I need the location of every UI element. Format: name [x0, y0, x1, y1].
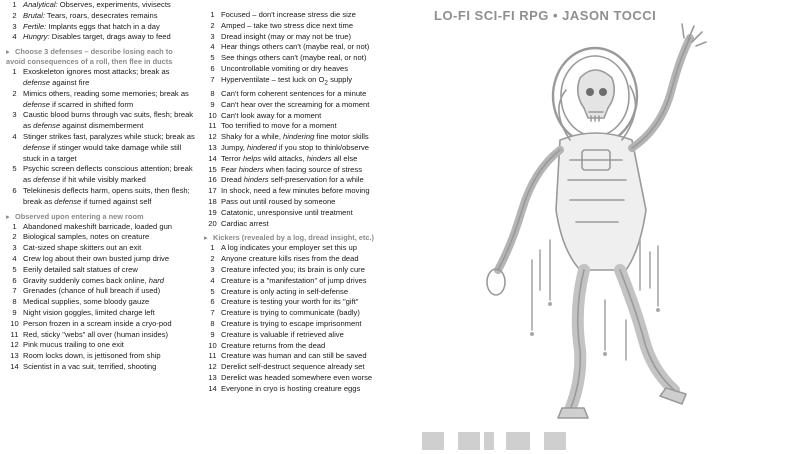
roll-number: 3 — [210, 265, 215, 275]
roll-number: 13 — [10, 351, 19, 361]
table-row — [204, 219, 394, 230]
roll-result: Everyone in cryo is hosting creature eggs — [221, 383, 361, 393]
table-row — [6, 340, 198, 351]
roll-result: Pass out until roused by someone — [221, 197, 336, 207]
table-row — [204, 143, 394, 154]
roll-result: Derelict was headed somewhere even worse — [221, 373, 373, 383]
roll-result: Creature is a "manifestation" of jump drives — [221, 275, 367, 285]
roll-result: Gravity suddenly comes back online, hard — [23, 275, 164, 285]
table-row — [6, 232, 198, 243]
table-row — [204, 100, 394, 111]
roll-result: Creature is testing your worth for its "gift" — [221, 297, 359, 307]
roll-result: Catatonic, unresponsive until treatment — [221, 207, 353, 217]
section-heading-text: avoid consequences of a roll, then flee in ducts — [6, 57, 173, 67]
roll-number: 1 — [12, 67, 17, 77]
roll-number: 6 — [12, 275, 17, 285]
roll-number: 13 — [208, 373, 217, 383]
roll-result: Creature is valuable if retrieved alive — [221, 329, 344, 339]
roll-number: 1 — [210, 10, 215, 19]
table-row — [204, 121, 394, 132]
roll-result: Grenades (chance of hull breach if used) — [23, 286, 161, 296]
roll-number: 12 — [208, 362, 217, 372]
table-row — [6, 330, 198, 341]
roll-number: 2 — [12, 232, 17, 242]
table-row — [204, 330, 394, 341]
roll-result: Stinger strikes fast, paralyzes while stuck; break as defense if stinger would take damage while still stuck in a target — [23, 131, 195, 163]
roll-number: 18 — [208, 197, 217, 207]
roll-number: 4 — [12, 253, 17, 263]
astronaut-skeleton-illustration — [400, 0, 800, 450]
table-row — [6, 186, 198, 208]
roll-number: 9 — [12, 307, 17, 317]
roll-number: 2 — [12, 88, 17, 98]
table-row — [6, 89, 198, 111]
roll-result: Caustic blood burns through vac suits, flesh; break as defense against dismemberment — [23, 110, 194, 131]
section-heading — [204, 233, 394, 243]
roll-number: 3 — [210, 31, 215, 41]
table-row — [6, 319, 198, 330]
roll-number: 16 — [208, 175, 217, 185]
table-row — [204, 265, 394, 276]
table-row — [204, 308, 394, 319]
roll-result: Creature is trying to escape imprisonment — [221, 319, 362, 329]
roll-number: 10 — [208, 340, 217, 350]
roll-number: 3 — [12, 110, 17, 120]
table-row — [6, 308, 198, 319]
roll-result: Biological samples, notes on creature — [23, 232, 150, 242]
roll-result: Night vision goggles, limited charge left — [23, 307, 155, 317]
roll-result: Hungry: Disables target, drags away to feed — [23, 32, 171, 42]
table-row — [204, 319, 394, 330]
table-row — [204, 175, 394, 186]
roll-result: Hear things others can't (maybe real, or not) — [221, 42, 370, 52]
roll-table — [6, 67, 198, 207]
roll-number: 1 — [210, 243, 215, 253]
roll-number: 2 — [210, 254, 215, 264]
roll-result: Creature returns from the dead — [221, 340, 326, 350]
roll-number: 10 — [10, 318, 19, 328]
roll-number: 6 — [12, 185, 17, 195]
roll-number: 3 — [12, 243, 17, 253]
roll-result: Derelict self-destruct sequence already set — [221, 362, 365, 372]
roll-number: 6 — [210, 63, 215, 73]
roll-result: Abandoned makeshift barricade, loaded gun — [23, 221, 173, 231]
table-row — [6, 243, 198, 254]
table-row — [204, 341, 394, 352]
table-row — [204, 64, 394, 75]
roll-result: Anyone creature kills rises from the dead — [221, 254, 359, 264]
roll-number: 8 — [210, 89, 215, 99]
table-row — [204, 154, 394, 165]
roll-result: Scientist in a vac suit, terrified, shooting — [23, 361, 157, 371]
table-row — [204, 243, 394, 254]
table-row — [204, 32, 394, 43]
table-row — [6, 297, 198, 308]
table-row — [204, 21, 394, 32]
roll-number: 9 — [210, 99, 215, 109]
roll-number: 14 — [208, 153, 217, 163]
table-row — [204, 53, 394, 64]
table-row — [6, 286, 198, 297]
roll-number: 11 — [208, 351, 217, 361]
roll-number: 5 — [12, 264, 17, 274]
roll-result: Room locks down, is jettisoned from ship — [23, 351, 161, 361]
roll-result: Shaky for a while, hindering fine motor skills — [221, 132, 369, 142]
roll-number: 15 — [208, 164, 217, 174]
roll-number: 8 — [12, 297, 17, 307]
table-row — [204, 276, 394, 287]
roll-number: 4 — [12, 131, 17, 141]
roll-result: A log indicates your employer set this up — [221, 243, 357, 253]
table-row — [204, 287, 394, 298]
table-row — [6, 132, 198, 164]
roll-result: Brutal: Tears, roars, desecrates remains — [23, 10, 158, 20]
section-heading-text: Choose 3 defenses – describe losing each to — [15, 47, 173, 57]
book-subtitle: LO-FI SCI-FI RPG • JASON TOCCI — [434, 8, 657, 23]
roll-result: Jumpy, hindered if you stop to think/observe — [221, 143, 370, 153]
table-row — [6, 110, 198, 132]
roll-number: 1 — [12, 0, 17, 9]
roll-result: In shock, need a few minutes before moving — [221, 186, 370, 196]
roll-number: 1 — [12, 221, 17, 231]
triangle-right-icon: ▸ — [204, 233, 208, 243]
roll-number: 5 — [210, 286, 215, 296]
roll-number: 4 — [12, 32, 17, 42]
roll-number: 3 — [12, 21, 17, 31]
table-row — [204, 42, 394, 53]
table-row — [6, 265, 198, 276]
roll-number: 14 — [10, 361, 19, 371]
roll-result: Analytical: Observes, experiments, vivisects — [23, 0, 171, 9]
roll-number: 8 — [210, 319, 215, 329]
roll-number: 2 — [210, 20, 215, 30]
table-row — [204, 197, 394, 208]
roll-number: 11 — [208, 121, 217, 131]
roll-result: Red, sticky "webs" all over (human insides) — [23, 329, 169, 339]
roll-result: Creature is trying to communicate (badly) — [221, 308, 360, 318]
roll-result: Can't look away for a moment — [221, 110, 322, 120]
roll-result: Crew log about their own busted jump drive — [23, 253, 170, 263]
roll-result: Creature was human and can still be saved — [221, 351, 367, 361]
roll-result: Pink mucus trailing to one exit — [23, 340, 124, 350]
table-row — [6, 276, 198, 287]
triangle-right-icon: ▸ — [6, 47, 10, 57]
roll-result: Can't form coherent sentences for a minute — [221, 89, 367, 99]
table-row — [6, 67, 198, 89]
table-row — [204, 362, 394, 373]
roll-result: Too terrified to move for a moment — [221, 121, 337, 131]
roll-result: Focused – don't increase stress die size — [221, 10, 356, 19]
roll-result: Dread hinders self-preservation for a while — [221, 175, 364, 185]
section-heading-text: Kickers (revealed by a log, dread insight, etc.) — [213, 233, 375, 243]
roll-number: 10 — [208, 110, 217, 120]
roll-table — [204, 10, 394, 229]
roll-number: 5 — [210, 53, 215, 63]
roll-number: 20 — [208, 218, 217, 228]
table-row — [204, 373, 394, 384]
table-row — [6, 32, 198, 43]
roll-result: Dread insight (may or may not be true) — [221, 31, 351, 41]
roll-number: 4 — [210, 275, 215, 285]
table-row — [204, 351, 394, 362]
table-row — [204, 111, 394, 122]
roll-result: Exoskeleton ignores most attacks; break as defense against fire — [23, 67, 170, 87]
section-heading — [6, 57, 198, 67]
cover-art-panel — [400, 0, 800, 450]
roll-number: 7 — [12, 286, 17, 296]
roll-number: 12 — [208, 132, 217, 142]
roll-number: 14 — [208, 383, 217, 393]
roll-result: Creature infected you; its brain is only cure — [221, 265, 365, 275]
section-heading — [6, 47, 198, 57]
roll-result: Creature is only acting in self-defense — [221, 286, 349, 296]
roll-result: Eerily detailed salt statues of crew — [23, 264, 138, 274]
roll-number: 19 — [208, 207, 217, 217]
roll-number: 2 — [12, 10, 17, 20]
table-row — [6, 0, 198, 11]
roll-result: Person frozen in a scream inside a cryo-pod — [23, 318, 172, 328]
roll-number: 11 — [10, 329, 19, 339]
roll-result: Psychic screen deflects conscious attention; break as defense if hit while visibly marked — [23, 164, 193, 185]
section-heading-text: Observed upon entering a new room — [15, 211, 144, 221]
roll-number: 9 — [210, 329, 215, 339]
roll-result: Uncontrollable vomiting or dry heaves — [221, 63, 349, 73]
table-row — [204, 165, 394, 176]
roll-table — [204, 243, 394, 394]
table-row — [6, 22, 198, 33]
table-row — [204, 75, 394, 89]
table-row — [204, 186, 394, 197]
roll-number: 5 — [12, 164, 17, 174]
roll-number: 7 — [210, 308, 215, 318]
roll-number: 7 — [210, 74, 215, 84]
table-row — [6, 11, 198, 22]
table-row — [204, 10, 394, 21]
title-lettering-fragment — [422, 414, 622, 454]
roll-result: See things others can't (maybe real, or not) — [221, 53, 367, 63]
section-heading — [6, 212, 198, 222]
roll-number: 12 — [10, 340, 19, 350]
roll-result: Fear hinders when facing source of stress — [221, 164, 362, 174]
table-row — [204, 132, 394, 143]
table-row — [204, 208, 394, 219]
left-column — [6, 0, 198, 373]
middle-column — [204, 0, 394, 395]
roll-result: Hyperventilate – test luck on $O_2$ supply — [221, 74, 353, 87]
table-row — [204, 254, 394, 265]
roll-result: Telekinesis deflects harm, opens suits, then flesh; break as defense if turned against self — [23, 185, 190, 206]
roll-result: Can't hear over the screaming for a moment — [221, 99, 370, 109]
roll-result: Cat-sized shape skitters out an exit — [23, 243, 142, 253]
roll-result: Amped – take two stress dice next time — [221, 20, 354, 30]
table-row — [6, 222, 198, 233]
table-row — [6, 351, 198, 362]
roll-number: 13 — [208, 143, 217, 153]
roll-result: Fertile: Implants eggs that hatch in a day — [23, 21, 160, 31]
roll-number: 4 — [210, 42, 215, 52]
triangle-right-icon: ▸ — [6, 211, 10, 221]
table-row — [6, 164, 198, 186]
roll-result: Terror helps wild attacks, hinders all else — [221, 153, 358, 163]
table-row — [204, 384, 394, 395]
roll-result: Mimics others, reading some memories; break as defense if scarred in shifted form — [23, 88, 189, 109]
roll-table — [6, 0, 198, 43]
roll-result: Cardiac arrest — [221, 218, 269, 228]
table-row — [204, 297, 394, 308]
table-row — [204, 89, 394, 100]
roll-table — [6, 222, 198, 373]
roll-number: 6 — [210, 297, 215, 307]
roll-number: 17 — [208, 186, 217, 196]
roll-result: Medical supplies, some bloody gauze — [23, 297, 150, 307]
table-row — [6, 254, 198, 265]
table-row — [6, 362, 198, 373]
